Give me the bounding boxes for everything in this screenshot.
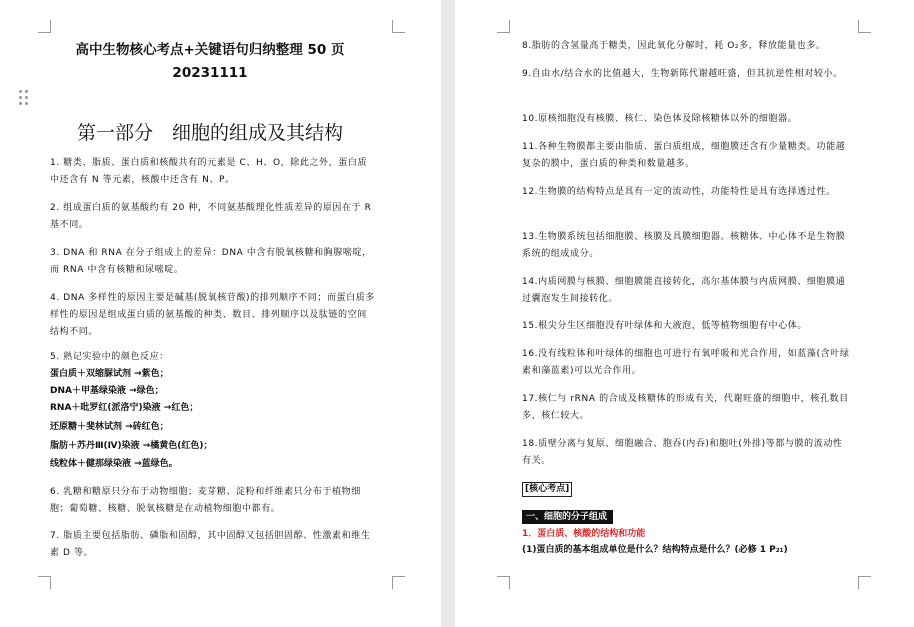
crop-mark — [38, 576, 51, 589]
paragraph: 2. 组成蛋白质的氨基酸约有 20 种，不同氨基酸理化性质差异的原因在于 R 基不同。 — [50, 203, 372, 230]
paragraph: 3. DNA 和 RNA 在分子组成上的差异：DNA 中含有脱氧核糖和胸腺嘧啶，而 RNA 中含有核糖和尿嘧啶。 — [50, 248, 372, 275]
reaction-line: 还原糖＋斐林试剂 →砖红色； — [50, 422, 169, 432]
drag-handle-icon[interactable] — [19, 90, 29, 106]
reaction-line: DNA＋甲基绿染液 →绿色； — [50, 386, 164, 396]
paragraph: 10.原核细胞没有核膜、核仁、染色体及除核糖体以外的细胞器。 — [522, 114, 798, 124]
crop-mark — [858, 20, 871, 33]
crop-mark — [858, 576, 871, 589]
crop-mark — [497, 20, 510, 33]
paragraph: 11.各种生物膜都主要由脂质、蛋白质组成，细胞膜还含有少量糖类。功能越复杂的膜中，蛋白质的种类和数量越多。 — [522, 142, 846, 169]
paragraph: 17.核仁与 rRNA 的合成及核糖体的形成有关，代谢旺盛的细胞中，核孔数目多，核仁较大。 — [522, 394, 849, 421]
document-page-right[interactable] — [455, 0, 914, 627]
paragraph: 13.生物膜系统包括细胞膜、核膜及具膜细胞器。核糖体、中心体不是生物膜系统的组成成分。 — [522, 232, 846, 259]
paragraph: 7. 脂质主要包括脂肪、磷脂和固醇，其中固醇又包括胆固醇、性激素和维生素 D 等。 — [50, 531, 371, 558]
reaction-line: RNA＋吡罗红(派洛宁)染液 →红色； — [50, 403, 199, 413]
paragraph: 5. 熟记实验中的颜色反应： — [50, 352, 169, 362]
paragraph: 14.内质网膜与核膜、细胞膜能直接转化，高尔基体膜与内质网膜、细胞膜通过囊泡发生间接转化。 — [522, 277, 846, 304]
paragraph: 15.根尖分生区细胞没有叶绿体和大液泡，低等植物细胞有中心体。 — [522, 321, 807, 331]
crop-mark — [392, 20, 405, 33]
crop-mark — [38, 20, 51, 33]
paragraph: 16.没有线粒体和叶绿体的细胞也可进行有氧呼吸和光合作用，如蓝藻(含叶绿素和藻蓝素)可以光合作用。 — [522, 349, 850, 376]
document-title: 高中生物核心考点+关键语句归纳整理 50 页 — [75, 42, 345, 58]
reaction-line: 线粒体＋健那绿染液 →蓝绿色。 — [50, 459, 178, 469]
section-heading: 第一部分 细胞的组成及其结构 — [76, 122, 343, 144]
paragraph: 1. 糖类、脂质、蛋白质和核酸共有的元素是 C、H、O，除此之外，蛋白质中还含有 N 等元素，核酸中还含有 N、P。 — [50, 158, 368, 185]
subsection-heading: 1．蛋白质、核酸的结构和功能 — [522, 529, 646, 539]
document-date: 20231111 — [172, 65, 248, 81]
paragraph: 9.自由水/结合水的比值越大，生物新陈代谢越旺盛，但其抗逆性相对较小。 — [522, 69, 843, 79]
paragraph: 4. DNA 多样性的原因主要是碱基(脱氧核苷酸)的排列顺序不同；而蛋白质多样性的原因是组成蛋白质的氨基酸的种类、数目、排列顺序以及肽链的空间结构不同。 — [50, 293, 375, 337]
paragraph: 8.脂肪的含氢量高于糖类，因此氧化分解时，耗 O₂多，释放能量也多。 — [522, 41, 826, 51]
core-topic-label: [核心考点] — [522, 482, 572, 497]
reaction-line: 蛋白质＋双缩脲试剂 →紫色； — [50, 369, 169, 379]
paragraph: 12.生物膜的结构特点是具有一定的流动性，功能特性是具有选择透过性。 — [522, 187, 836, 197]
reaction-line: 脂肪＋苏丹Ⅲ(Ⅳ)染液 →橘黄色(红色)； — [50, 441, 213, 451]
paragraph: 18.质壁分离与复原、细胞融合、胞吞(内吞)和胞吐(外排)等都与膜的流动性有关。 — [522, 439, 843, 466]
paragraph: 6. 乳糖和糖原只分布于动物细胞；麦芽糖、淀粉和纤维素只分布于植物细胞；葡萄糖、核糖、脱氧核糖是在动植物细胞中都有。 — [50, 487, 361, 514]
document-page-left[interactable] — [0, 0, 441, 627]
crop-mark — [497, 576, 510, 589]
question-line: (1)蛋白质的基本组成单位是什么？结构特点是什么？(必修 1 P₂₁) — [522, 545, 788, 555]
section-bar-heading: 一、细胞的分子组成 — [522, 510, 613, 524]
crop-mark — [392, 576, 405, 589]
